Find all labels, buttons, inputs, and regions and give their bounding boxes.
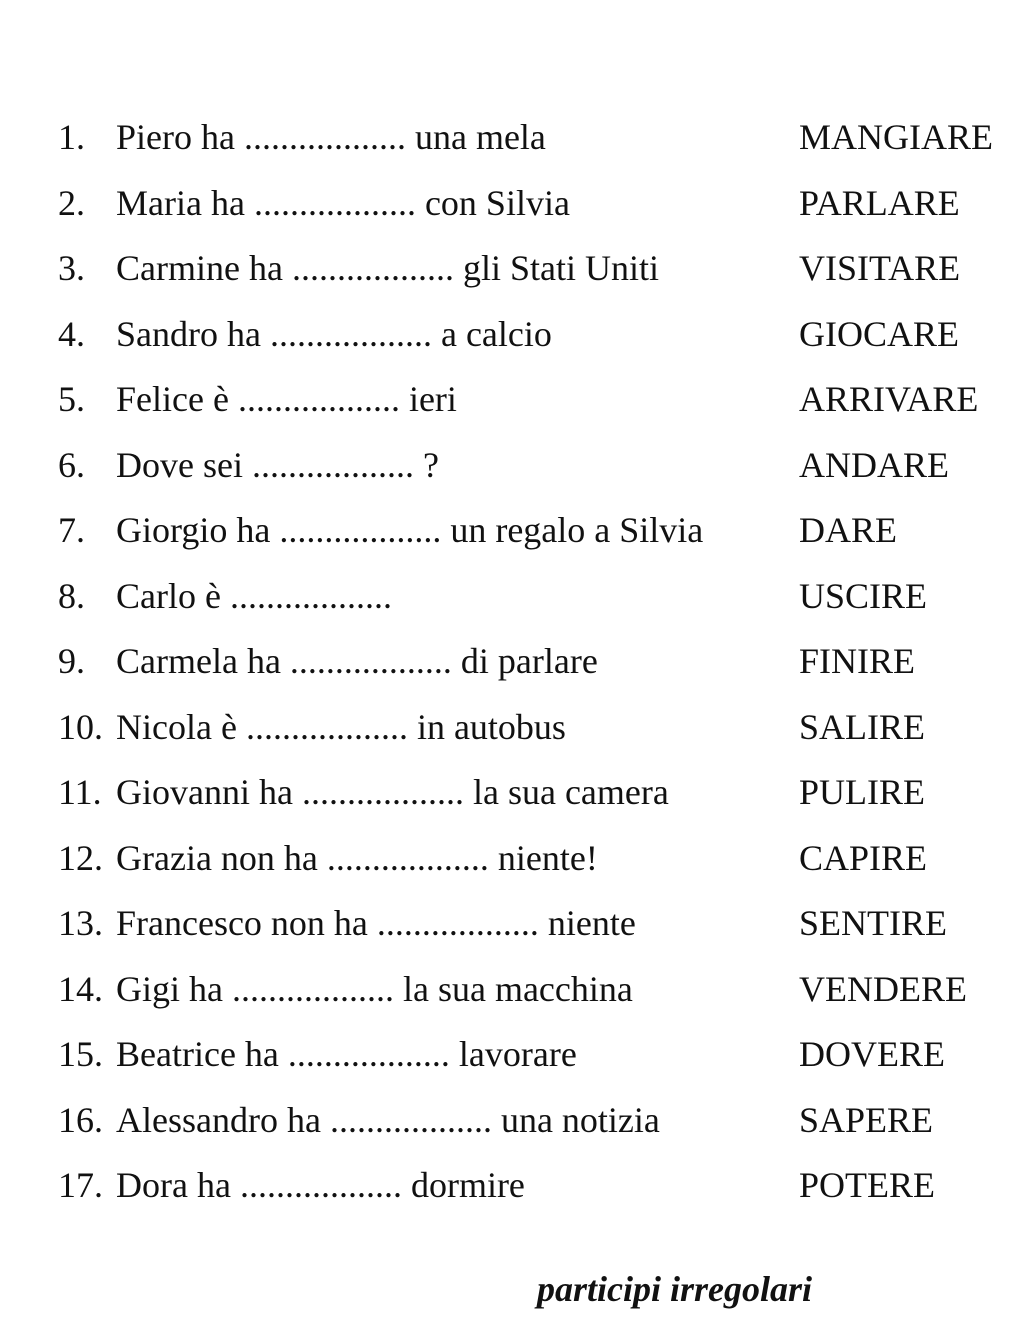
exercise-row xyxy=(58,896,1018,962)
infinitive-verb: ARRIVARE xyxy=(799,379,979,419)
infinitive-verb: DOVERE xyxy=(799,1034,945,1074)
answer-blank[interactable]: .................. xyxy=(239,1165,402,1205)
exercise-number: 15. xyxy=(58,1034,103,1074)
sentence-end: con Silvia xyxy=(424,182,570,223)
sentence-start: Maria ha xyxy=(116,182,245,223)
exercise-sentence xyxy=(116,896,636,950)
infinitive-verb: POTERE xyxy=(799,1165,936,1205)
exercise-number: 11. xyxy=(58,772,102,812)
sentence-start: Alessandro ha xyxy=(116,1099,321,1140)
exercise-sentence xyxy=(116,176,570,230)
infinitive-verb: SENTIRE xyxy=(799,903,947,943)
exercise-number: 1. xyxy=(58,117,85,157)
answer-blank[interactable]: .................. xyxy=(279,510,442,550)
answer-blank[interactable]: .................. xyxy=(287,1034,450,1074)
sentence-start: Giorgio ha xyxy=(116,510,271,550)
exercise-row xyxy=(58,438,1018,504)
exercise-sentence xyxy=(116,634,598,688)
answer-blank[interactable]: .................. xyxy=(231,968,394,1009)
exercise-number: 5. xyxy=(58,379,85,419)
worksheet-title: participi irregolari xyxy=(537,1269,813,1309)
sentence-end: un regalo a Silvia xyxy=(450,510,704,550)
sentence-end: una mela xyxy=(414,117,546,157)
answer-blank[interactable]: .................. xyxy=(376,903,539,943)
sentence-start: Grazia non ha xyxy=(116,837,318,878)
sentence-end: a calcio xyxy=(440,313,552,354)
exercise-sentence xyxy=(116,765,669,819)
exercise-row xyxy=(58,765,1018,831)
answer-blank[interactable]: .................. xyxy=(253,182,416,223)
exercise-number: 13. xyxy=(58,903,103,943)
exercise-number: 3. xyxy=(58,248,85,288)
exercise-number: 14. xyxy=(58,968,103,1009)
infinitive-verb: VISITARE xyxy=(799,248,961,288)
exercise-number: 8. xyxy=(58,575,85,616)
sentence-end: dormire xyxy=(410,1165,525,1205)
exercise-row xyxy=(58,503,1018,569)
exercise-sentence xyxy=(116,1027,577,1081)
exercise-row xyxy=(58,962,1018,1028)
exercise-sentence xyxy=(116,831,598,885)
exercise-row xyxy=(58,307,1018,373)
sentence-end: di parlare xyxy=(460,641,598,681)
sentence-end: niente! xyxy=(497,837,598,878)
infinitive-verb: ANDARE xyxy=(799,444,949,485)
infinitive-verb: VENDERE xyxy=(799,968,967,1009)
infinitive-verb: GIOCARE xyxy=(799,313,959,354)
sentence-start: Nicola è xyxy=(116,706,237,747)
infinitive-verb: PULIRE xyxy=(799,772,925,812)
sentence-end: lavorare xyxy=(458,1034,577,1074)
infinitive-verb: SAPERE xyxy=(799,1099,934,1140)
sentence-start: Dove sei xyxy=(116,444,243,485)
exercise-sentence xyxy=(116,700,566,754)
answer-blank[interactable]: .................. xyxy=(291,248,454,288)
infinitive-verb: MANGIARE xyxy=(799,117,993,157)
exercise-number: 4. xyxy=(58,313,85,354)
infinitive-verb: USCIRE xyxy=(799,575,928,616)
answer-blank[interactable]: .................. xyxy=(243,117,406,157)
sentence-start: Carmela ha xyxy=(116,641,281,681)
sentence-start: Giovanni ha xyxy=(116,772,293,812)
exercise-sentence xyxy=(116,241,659,295)
answer-blank[interactable]: .................. xyxy=(237,379,400,419)
exercise-number: 10. xyxy=(58,706,103,747)
infinitive-verb: FINIRE xyxy=(799,641,915,681)
exercise-sentence xyxy=(116,1093,660,1147)
sentence-start: Carlo è xyxy=(116,575,221,616)
exercise-row xyxy=(58,700,1018,766)
exercise-row xyxy=(58,176,1018,242)
exercise-sentence xyxy=(116,307,552,361)
sentence-end: una notizia xyxy=(500,1099,660,1140)
exercise-number: 9. xyxy=(58,641,85,681)
sentence-end: ieri xyxy=(408,379,457,419)
exercise-number: 16. xyxy=(58,1099,103,1140)
exercise-number: 2. xyxy=(58,182,85,223)
exercise-sentence xyxy=(116,569,392,623)
answer-blank[interactable]: .................. xyxy=(251,444,414,485)
answer-blank[interactable]: .................. xyxy=(269,313,432,354)
exercise-sentence xyxy=(116,438,439,492)
answer-blank[interactable]: .................. xyxy=(329,1099,492,1140)
exercise-row xyxy=(58,1027,1018,1093)
exercise-row xyxy=(58,110,1018,176)
exercise-row xyxy=(58,241,1018,307)
exercise-number: 17. xyxy=(58,1165,103,1205)
sentence-end: la sua camera xyxy=(472,772,669,812)
answer-blank[interactable]: .................. xyxy=(289,641,452,681)
sentence-start: Gigi ha xyxy=(116,968,223,1009)
exercise-sentence xyxy=(116,110,546,164)
infinitive-verb: SALIRE xyxy=(799,706,925,747)
sentence-end: niente xyxy=(547,903,636,943)
exercise-row xyxy=(58,1093,1018,1159)
exercise-sentence xyxy=(116,1158,525,1212)
sentence-start: Francesco non ha xyxy=(116,903,368,943)
answer-blank[interactable]: .................. xyxy=(301,772,464,812)
answer-blank[interactable]: .................. xyxy=(245,706,408,747)
infinitive-verb: PARLARE xyxy=(799,182,960,223)
exercise-row xyxy=(58,1158,1018,1224)
exercise-row xyxy=(58,831,1018,897)
answer-blank[interactable]: .................. xyxy=(229,575,392,616)
exercise-list xyxy=(58,110,1018,1224)
exercise-row xyxy=(58,634,1018,700)
exercise-number: 12. xyxy=(58,837,103,878)
exercise-row xyxy=(58,569,1018,635)
sentence-end: ? xyxy=(422,444,439,485)
sentence-start: Piero ha xyxy=(116,117,235,157)
sentence-end: la sua macchina xyxy=(402,968,633,1009)
infinitive-verb: CAPIRE xyxy=(799,837,928,878)
exercise-sentence xyxy=(116,372,457,426)
exercise-number: 6. xyxy=(58,444,85,485)
sentence-start: Carmine ha xyxy=(116,248,283,288)
answer-blank[interactable]: .................. xyxy=(326,837,489,878)
sentence-start: Sandro ha xyxy=(116,313,261,354)
exercise-sentence xyxy=(116,503,703,557)
sentence-start: Felice è xyxy=(116,379,229,419)
infinitive-verb: DARE xyxy=(799,510,897,550)
exercise-sentence xyxy=(116,962,633,1016)
exercise-number: 7. xyxy=(58,510,85,550)
sentence-start: Beatrice ha xyxy=(116,1034,279,1074)
sentence-end: in autobus xyxy=(416,706,566,747)
exercise-row xyxy=(58,372,1018,438)
sentence-start: Dora ha xyxy=(116,1165,231,1205)
sentence-end: gli Stati Uniti xyxy=(462,248,659,288)
